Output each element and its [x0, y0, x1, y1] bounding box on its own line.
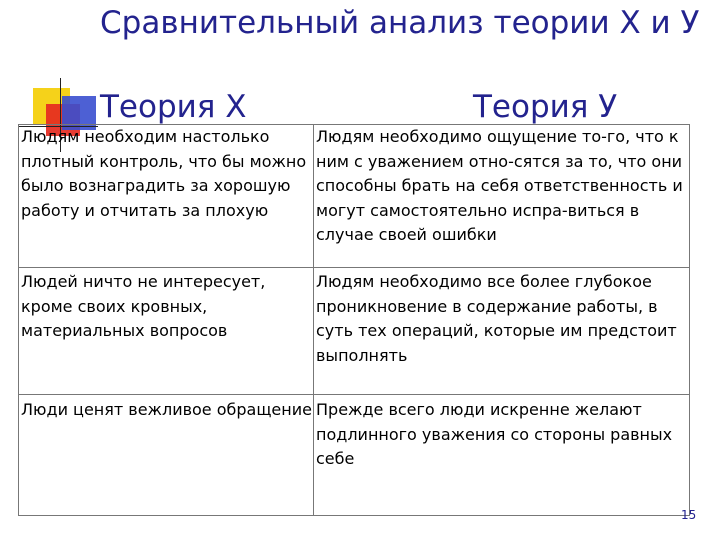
row-divider — [19, 394, 689, 395]
theory-y-cell: Прежде всего люди искренне желают подлинного уважения со стороны равных себе — [316, 400, 673, 468]
row-divider — [19, 267, 689, 268]
table-row — [19, 125, 689, 261]
comparison-table — [18, 124, 690, 516]
theory-x-heading: Теория Х — [100, 89, 247, 125]
theory-x-cell: Людям необходим настолько плотный контроль, что бы можно было вознаградить за хорошую работу и отчитать за плохую — [21, 127, 307, 220]
page-number: 15 — [681, 508, 697, 522]
theory-x-cell: Людей ничто не интересует, кроме своих кровных, материальных вопросов — [21, 272, 266, 340]
theory-y-cell: Людям необходимо все более глубокое проникновение в содержание работы, в суть тех операций, которые им предстоит выполнять — [316, 272, 677, 365]
theory-y-heading: Теория У — [473, 89, 618, 125]
theory-y-cell: Людям необходимо ощущение то-го, что к ним с уважением отно-сятся за то, что они способны брать на себя ответственность и могут самостоятельно испра-виться в случае своей ошибки — [316, 127, 683, 244]
table-row — [19, 270, 689, 394]
theory-x-cell: Люди ценят вежливое обращение — [21, 400, 312, 419]
table-row — [19, 398, 689, 508]
slide-title: Сравнительный анализ теории Х и У — [100, 5, 700, 41]
